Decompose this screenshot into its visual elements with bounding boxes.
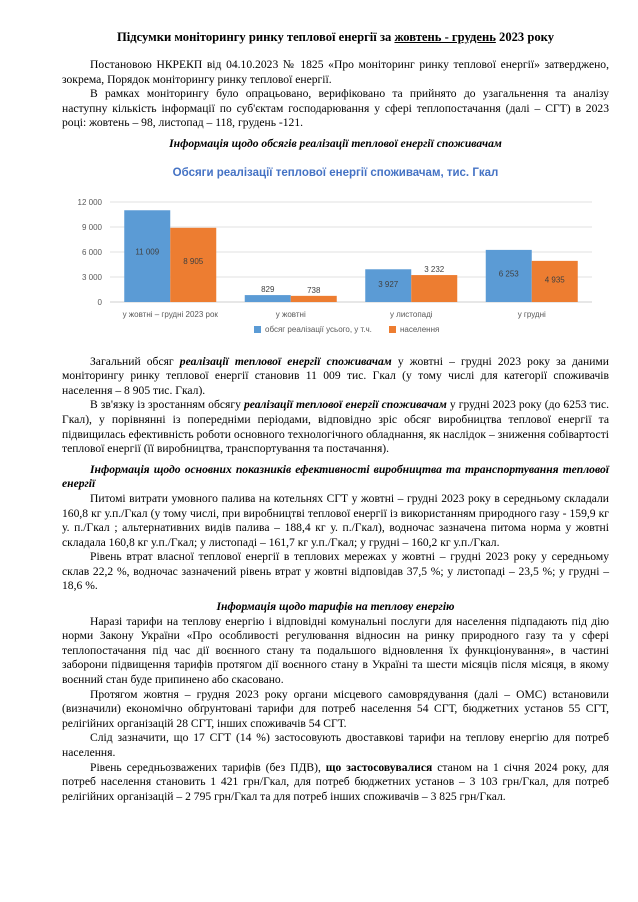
paragraph-average-tariffs: Рівень середньозважених тарифів (без ПДВ), що застосовувалися станом на 1 січня 2024 року, для потреб населення становить 1 421 грн/Гкал, для потреб бюджетних установ – 3 103 грн/Гкал, для потреб релігійних організацій – 2 795 грн/Гкал та для потреб інших споживачів – 3 825 грн/Гкал. (62, 760, 609, 803)
section-heading-volumes: Інформація щодо обсягів реалізації теплової енергії споживачам (169, 136, 502, 150)
y-tick-label: 12 000 (77, 197, 102, 207)
paragraph-oms-tariffs: Протягом жовтня – грудня 2023 року органи місцевого самоврядування (далі – ОМС) встановили (визначили) економічно обґрунтовані тарифи для потреб населення 54 СГТ, бюджетних установ 55 СГТ, релігійних організацій 28 СГТ, інших споживачів 54 СГТ. (62, 687, 609, 730)
paragraph-heat-losses: Рівень втрат власної теплової енергії в теплових мережах у жовтні – грудні 2023 року у середньому склав 22,2 %, водночас зазначений рівень втрат у жовтні відповідав 37,5 %; у листопаді – 23,5 %; у грудні – 18,6 %. (62, 550, 609, 593)
data-label: 829 (261, 284, 275, 294)
paragraph-two-rate-tariffs: Слід зазначити, що 17 СГТ (14 %) застосовують двоставкові тарифи на теплову енергію для потреб населення. (62, 731, 609, 759)
paragraph-total-volume: Загальний обсяг реалізації теплової енергії споживачам у жовтні – грудні 2023 року за даними моніторингу ринку теплової енергії становив 11 009 тис. Гкал (у тому числі для категорії споживачів населення – 8 905 тис. Гкал). (62, 354, 609, 397)
document-page (62, 30, 609, 804)
data-label: 738 (307, 285, 321, 295)
data-label: 3 232 (424, 264, 445, 274)
intro-paragraph-1: Постановою НКРЕКП від 04.10.2023 № 1825 «Про моніторинг ринку теплової енергії» затверджено, зокрема, Порядок моніторингу ринку теплової енергії. (62, 58, 609, 86)
intro-paragraph-2: В рамках моніторингу було опрацьовано, верифіковано та прийнято до узагальнення та аналізу наступну кількість інформації по суб'єктам господарювання у сфері теплопостачання (далі – СГТ) в 2023 році: жовтень – 98, листопад – 118, грудень -121. (62, 87, 609, 130)
chart-title: Обсяги реалізації теплової енергії споживачам, тис. Гкал (172, 166, 499, 179)
legend-entry: населення (400, 324, 440, 334)
bar-population (291, 295, 337, 301)
section-heading-tariffs: Інформація щодо тарифів на теплову енергію (216, 600, 455, 614)
paragraph-tariff-law: Наразі тарифи на теплову енергію і відповідні комунальні послуги для населення підпадають під дію норми Закону України «Про особливості регулювання відносин на ринку природного газу та у сфері теплопостачання під час дії воєнного стану та подальшого відновлення їх функціонування», в частині заборони підвищення тарифів протягом дії воєнного стану в Україні та шести місяців після місяця, в якому воєнний стан буде припинено або скасовано. (62, 614, 609, 687)
data-label: 8 905 (183, 256, 204, 266)
y-tick-label: 9 000 (81, 222, 102, 232)
bar-total (245, 295, 291, 302)
data-label: 6 253 (498, 268, 519, 278)
data-label: 3 927 (378, 279, 399, 289)
x-tick-label: у жовтні (275, 309, 306, 319)
y-tick-label: 0 (97, 297, 102, 307)
paragraph-december-growth: В зв'язку із зростанням обсягу реалізації теплової енергії споживачам у грудні 2023 року (до 6253 тис. Гкал), у порівнянні із попередніми періодами, відповідно зріс обсяг виробництва теплової енергії та підвищилась ефективність роботи основного технологічного обладнання, як наслідок – зниження собівартості теплової енергії (її виробництва, транспортування та постачання). (62, 398, 609, 456)
x-tick-label: у листопаді (389, 309, 433, 319)
x-tick-label: у жовтні – грудні 2023 рок (122, 309, 218, 319)
data-label: 11 009 (135, 247, 160, 257)
chart-svg (62, 160, 609, 345)
sales-volume-chart (62, 160, 609, 345)
legend-entry: обсяг реалізації усього, у т.ч. (265, 324, 372, 334)
legend-swatch (254, 326, 261, 333)
paragraph-fuel-consumption: Питомі витрати умовного палива на котельнях СГТ у жовтні – грудні 2023 року в середньому складали 160,8 кг у.п./Гкал (у тому числі, при виробництві теплової енергії із використанням природного газу - 159,9 кг у. п./Гкал ; альтернативних видів палива – 188,4 кг у. п./Гкал), водночас зазначена питома норма у жовтні складала 160,8 кг у.п./Гкал; у листопаді – 161,7 кг у.п./Гкал; у грудні – 160,2 кг у.п./Гкал. (62, 491, 609, 549)
y-tick-label: 6 000 (81, 247, 102, 257)
data-label: 4 935 (544, 274, 565, 284)
bar-population (411, 275, 457, 302)
x-tick-label: у грудні (517, 309, 546, 319)
legend-swatch (389, 326, 396, 333)
section-heading-efficiency: Інформація щодо основних показників ефективності виробництва та транспортування теплової енергії (62, 462, 609, 491)
y-tick-label: 3 000 (81, 272, 102, 282)
document-title: Підсумки моніторингу ринку теплової енергії за жовтень - грудень 2023 року (116, 30, 555, 44)
